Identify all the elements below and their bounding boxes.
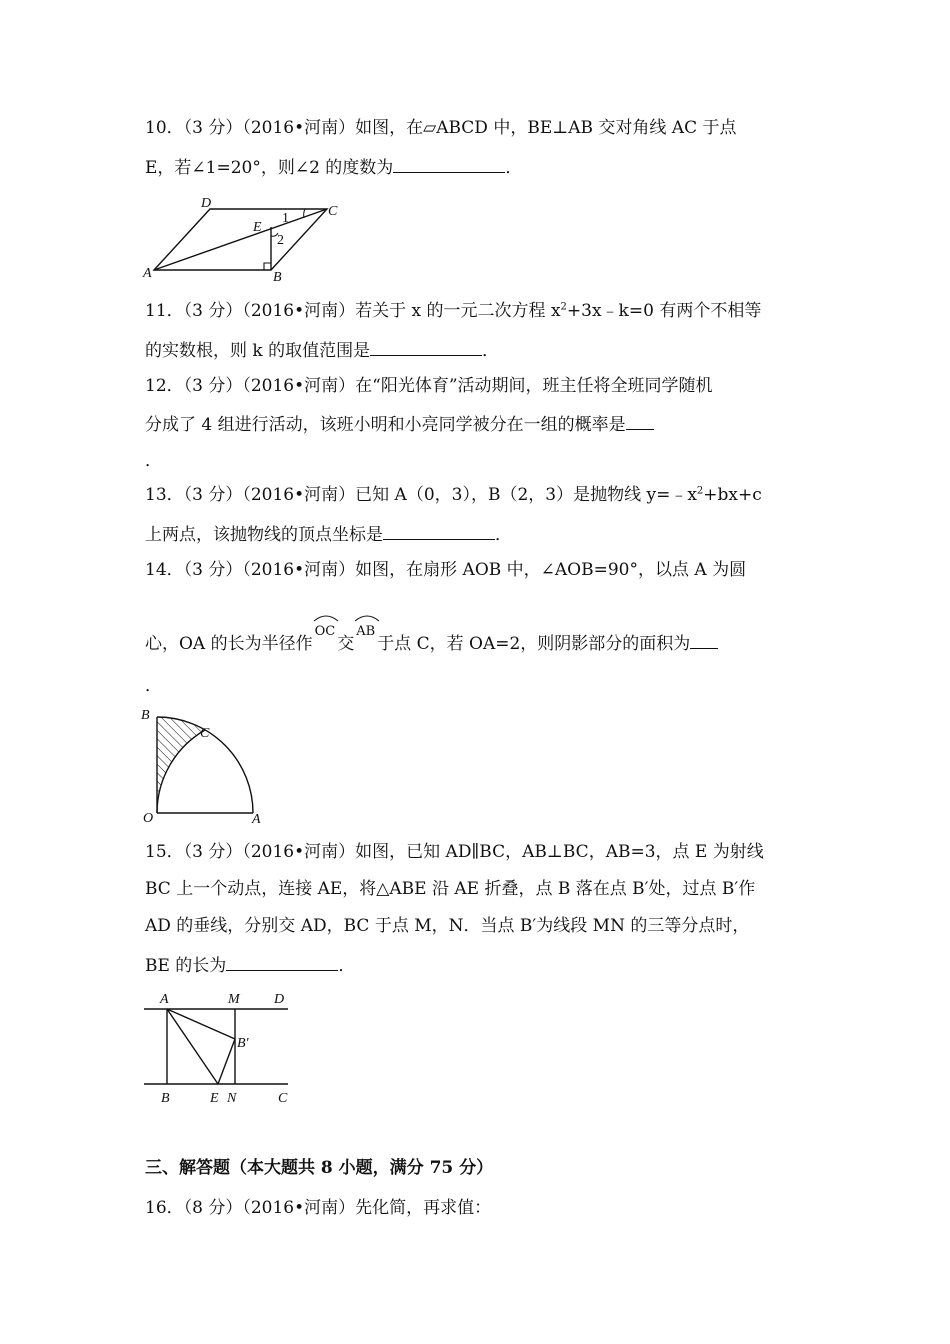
fig15-label-d: D bbox=[274, 992, 285, 1007]
fig15-label-c: C bbox=[278, 1091, 288, 1106]
fig15-label-n: N bbox=[227, 1091, 237, 1106]
q13-line-2 bbox=[145, 521, 512, 547]
q16-line-1: 16．（8 分）（2016•河南）先化简，再求值： bbox=[145, 1198, 492, 1218]
q11-answer-blank bbox=[370, 337, 482, 356]
q11-superscript: 2 bbox=[560, 301, 567, 313]
q14-arc-ab bbox=[354, 620, 377, 644]
q14-sector-figure bbox=[138, 703, 268, 828]
q14-answer-blank bbox=[690, 630, 718, 649]
fig14-label-b: B bbox=[141, 708, 150, 723]
q15-line-3: AD 的垂线，分别交 AD，BC 于点 M，N．当点 B′为线段 MN 的三等分点时， bbox=[145, 916, 750, 936]
fig15-label-a: A bbox=[160, 992, 169, 1007]
q10-line-2 bbox=[145, 154, 522, 180]
fig15-label-m: M bbox=[228, 992, 240, 1007]
q15-line-4 bbox=[145, 952, 355, 978]
section-3-heading: 三、解答题（本大题共 8 小题，满分 75 分） bbox=[145, 1158, 494, 1178]
q11-line-1 bbox=[145, 299, 761, 323]
q12-line-2 bbox=[145, 411, 654, 437]
q14-line-2 bbox=[145, 620, 718, 656]
q13-superscript: 2 bbox=[696, 485, 704, 497]
fig14-label-o: O bbox=[143, 811, 154, 826]
q14-text-mid: 交 bbox=[337, 634, 355, 654]
q11-text-a: 11．（3 分）（2016•河南）若关于 x 的一元二次方程 x bbox=[145, 301, 561, 321]
q14-text-a: 心，OA 的长为半径作 bbox=[145, 634, 313, 654]
q11-text-b: +3x﹣k=0 有两个不相等 bbox=[566, 301, 762, 321]
fig15-label-b: B bbox=[161, 1091, 170, 1106]
q10-end: ． bbox=[505, 158, 523, 178]
q14-end: ． bbox=[145, 676, 162, 696]
q13-text-c: 上两点，该抛物线的顶点坐标是 bbox=[145, 525, 383, 545]
q14-arc-oc bbox=[313, 620, 338, 644]
q12-line-1: 12．（3 分）（2016•河南）在“阳光体育”活动期间，班主任将全班同学随机 bbox=[145, 376, 713, 396]
q10-text: E，若∠1=20°，则∠2 的度数为 bbox=[145, 158, 394, 178]
q12-text: 分成了 4 组进行活动，该班小明和小亮同学被分在一组的概率是 bbox=[145, 415, 626, 435]
q14-line-1: 14．（3 分）（2016•河南）如图，在扇形 AOB 中，∠AOB=90°，以点 A 为圆 bbox=[145, 560, 747, 580]
q13-answer-blank bbox=[383, 521, 495, 540]
q10-line-1: 10．（3 分）（2016•河南）如图，在▱ABCD 中，BE⊥AB 交对角线 AC 于点 bbox=[145, 118, 737, 138]
q14-arc-oc-text: OC bbox=[314, 624, 336, 639]
fig14-label-c: C bbox=[200, 726, 210, 741]
q10-parallelogram-figure bbox=[140, 192, 350, 284]
q14-arc-ab-text: AB bbox=[356, 624, 376, 639]
fig14-label-a: A bbox=[252, 812, 261, 827]
q11-end: ． bbox=[482, 341, 500, 361]
q12-end: ． bbox=[145, 451, 162, 471]
fig10-label-b: B bbox=[273, 270, 282, 284]
fig10-label-d: D bbox=[201, 196, 212, 211]
fig15-label-b-prime: B′ bbox=[237, 1036, 249, 1051]
q15-answer-blank bbox=[226, 952, 338, 971]
q11-line-2 bbox=[145, 337, 499, 363]
q15-end: ． bbox=[338, 956, 356, 976]
q15-line-1: 15．（3 分）（2016•河南）如图，已知 AD∥BC，AB⊥BC，AB=3，点 E 为射线 bbox=[145, 842, 764, 862]
q13-text-b: +bx+c bbox=[703, 485, 762, 505]
q13-text-a: 13．（3 分）（2016•河南）已知 A（0，3），B（2，3）是抛物线 y=﹣x bbox=[145, 485, 697, 505]
q13-line-1 bbox=[145, 483, 762, 507]
fig15-label-e: E bbox=[210, 1091, 219, 1106]
q10-answer-blank bbox=[393, 154, 505, 173]
q15-text: BE 的长为 bbox=[145, 956, 227, 976]
q14-text-b: 于点 C，若 OA=2，则阴影部分的面积为 bbox=[377, 634, 691, 654]
q15-line-2: BC 上一个动点，连接 AE，将△ABE 沿 AE 折叠，点 B 落在点 B′处，过点 B′作 bbox=[145, 879, 756, 899]
q12-answer-blank bbox=[626, 411, 654, 430]
q15-fold-figure bbox=[138, 987, 298, 1109]
fig10-label-angle-1: 1 bbox=[282, 211, 289, 226]
q11-text-c: 的实数根，则 k 的取值范围是 bbox=[145, 341, 371, 361]
fig10-label-angle-2: 2 bbox=[277, 233, 284, 248]
fig10-label-c: C bbox=[328, 204, 338, 219]
fig10-label-e: E bbox=[253, 220, 262, 235]
q13-end: ． bbox=[495, 525, 512, 545]
fig10-label-a: A bbox=[143, 266, 152, 281]
